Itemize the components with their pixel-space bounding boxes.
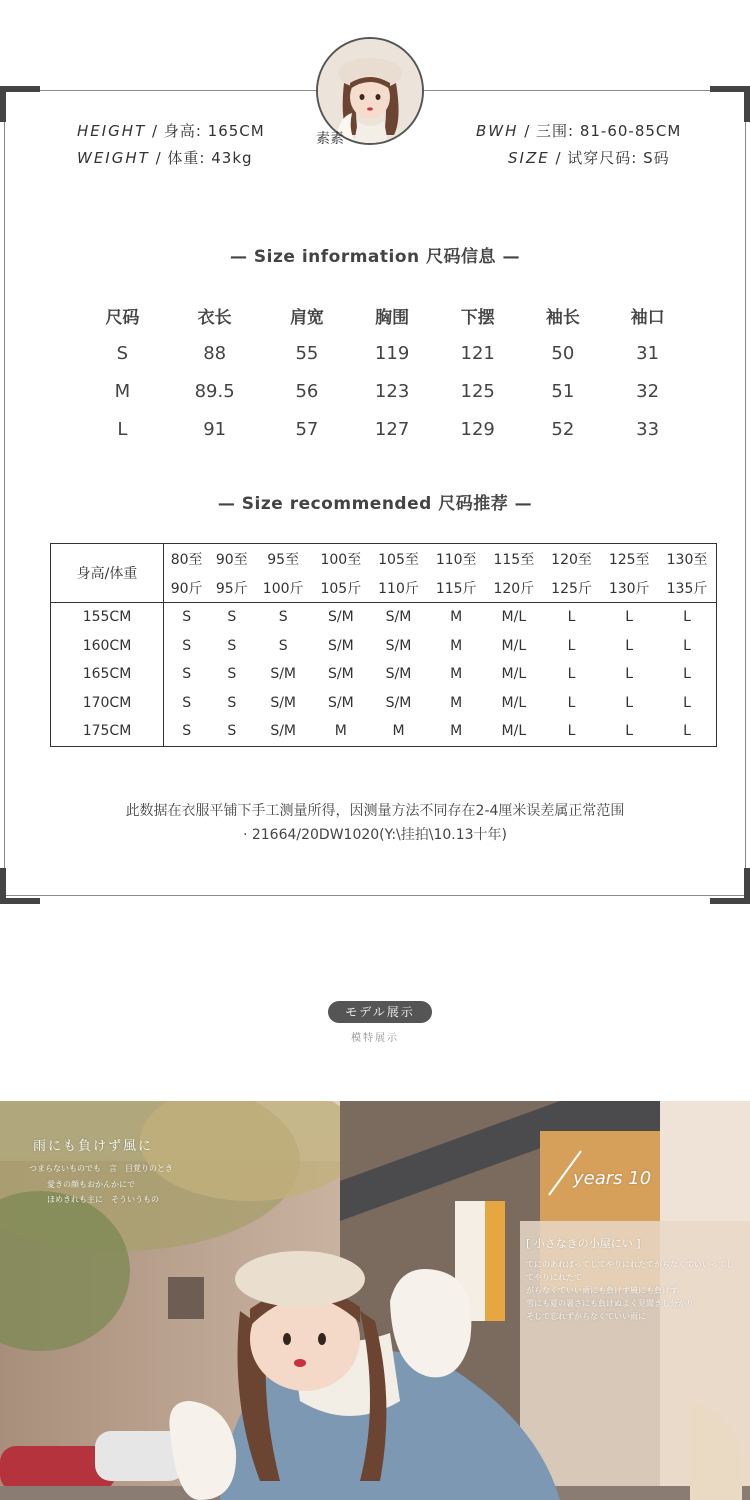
weight-to: 125斤 [551,580,592,597]
size-cell: L [658,603,716,632]
height-label: HEIGHT [77,122,147,140]
weight-from: 110至 [435,551,477,568]
table-cell: L [117,418,128,440]
size-cell: S/M [327,694,354,711]
size-cell: L [625,723,634,740]
table-row [51,689,717,718]
bwh-spec [476,120,681,141]
size-cell: L [683,694,691,711]
size-cell: M [392,723,405,740]
photo-title-left: 雨にも負けず風に [33,1139,154,1154]
size-cell: S [182,637,192,654]
table-row [51,603,717,632]
weight-from: 80至 [170,551,203,568]
size-cell: S/M [270,694,296,711]
size-cell: S/M [270,666,296,683]
table-cell: 50 [551,342,575,364]
size-cell: S [227,694,237,711]
weight-to: 110斤 [378,580,419,597]
size-cell: M [427,603,485,632]
size-cell: S/M [385,694,412,711]
measurement-note: 此数据在衣服平铺下手工测量所得，因测量方法不同存在2-4厘米误差属正常范围 [125,803,625,819]
table-cell: 123 [374,380,410,402]
table-cell: 33 [636,418,660,440]
size-cell: M [334,723,347,740]
size-cell: S [164,603,210,632]
table-cell: S [116,342,129,364]
bwh-label: BWH [476,122,519,140]
weight-to: 135斤 [666,580,708,597]
model-display-sublabel: 模特展示 [351,1033,399,1044]
photo-years-label: years 10 [573,1168,652,1189]
size-cell: L [567,723,576,740]
weight-from: 95至 [267,551,300,568]
size-cell: S [227,723,237,740]
size-cell: S/M [370,603,428,632]
size-cell: S [182,723,192,740]
size-cell: S [254,603,312,632]
weight-to: 95斤 [215,580,248,597]
height-spec [77,120,265,141]
table-row [80,372,690,410]
model-display-pill: モデル展示 [328,1001,432,1023]
weight-to: 100斤 [262,580,304,597]
photo-poem-right-line: 雪にも夏の暑さにも負けぬよく見聞きし分かり [526,1299,694,1308]
table-cell: 127 [374,418,410,440]
size-cell: M/L [501,666,527,683]
weight-from: 105至 [378,551,419,568]
height-cell: 160CM [51,632,164,661]
size-label: SIZE [508,149,550,167]
size-cell: S [227,666,237,683]
size-info-header: 下摆 [460,307,495,328]
table-cell: 119 [374,342,410,364]
frame-top-left [0,90,316,91]
size-cell: M/L [501,637,527,654]
size-cell: S/M [270,723,296,740]
model-name: 素素 [316,131,344,147]
table-cell: 57 [295,418,319,440]
table-cell: 56 [295,380,319,402]
photo-poem-right-line: がらなくていい雨にも負けず風にも負けず [526,1286,678,1295]
weight-from: 100至 [320,551,362,568]
table-cell: 129 [460,418,495,440]
weight-to: 130斤 [608,580,650,597]
size-cell: S [227,637,237,654]
table-cell: 31 [636,342,660,364]
table-cell: 125 [460,380,495,402]
table-cell: 52 [551,418,575,440]
photo-poem-left-line: つまらないものでも 言 目覚りのとき [29,1164,173,1173]
table-row [80,410,690,448]
size-cell: M/L [501,723,527,740]
corner-bracket [710,868,750,904]
weight-label: WEIGHT [77,149,150,167]
table-row [51,660,717,689]
height-cell: 155CM [51,603,164,632]
size-info-title: — Size information 尺码信息 — [230,247,520,267]
height-cell: 175CM [51,717,164,746]
frame-top-right [422,90,750,91]
size-cell: L [543,603,601,632]
frame-bottom [0,895,750,896]
weight-spec [77,147,253,168]
weight-from: 120至 [551,551,592,568]
size-info-header: 袖口 [630,307,665,328]
height-cell: 165CM [51,660,164,689]
size-cell: L [683,666,691,683]
size-cell: L [600,603,658,632]
size-cell: S/M [312,603,370,632]
bwh-value: / 三围: 81-60-85CM [524,122,682,140]
size-cell: S/M [385,637,412,654]
size-cell: S [182,694,192,711]
table-cell: 121 [460,342,495,364]
table-cell: 88 [203,342,227,364]
photo-poem-right-line: てにのあればってしてやりにれたてがらなくていいってし [526,1260,734,1269]
table-row [80,334,690,372]
table-cell: 89.5 [194,380,235,402]
size-info-table [80,296,690,448]
size-cell: S/M [385,666,412,683]
model-photo [0,1101,750,1500]
size-cell: L [625,694,634,711]
photo-poem-right-line: てやりにれたて [526,1273,582,1282]
size-cell: L [567,637,576,654]
size-spec [508,147,670,168]
table-cell: 32 [636,380,660,402]
weight-from: 130至 [666,551,708,568]
size-cell: M [450,694,463,711]
size-info-header: 胸围 [375,307,410,328]
size-cell: S/M [327,666,354,683]
size-cell: L [683,637,691,654]
size-cell: S [209,603,254,632]
photo-poem-right-line: そして忘れずがらなくていい雨に [526,1312,646,1321]
size-cell: M [450,666,463,683]
product-code: · 21664/20DW1020(Y:\挂拍\10.13十年) [242,827,508,843]
size-value: / 试穿尺码: S码 [555,149,670,167]
weight-value: / 体重: 43kg [155,149,253,167]
size-cell: M/L [485,603,543,632]
weight-from: 90至 [215,551,248,568]
size-cell: L [625,637,634,654]
table-cell: 51 [551,380,575,402]
size-cell: L [625,666,634,683]
weight-from-row [51,544,717,574]
photo-poem-left-line: 愛きの顔もおかんかにで [47,1180,135,1189]
weight-to: 115斤 [435,580,477,597]
size-cell: L [567,694,576,711]
table-row [51,717,717,746]
size-cell: L [567,666,576,683]
height-cell: 170CM [51,689,164,718]
size-info-header: 肩宽 [289,307,324,328]
size-info-header: 袖长 [545,307,580,328]
size-cell: M [450,723,463,740]
size-cell: S [278,637,288,654]
photo-poem-left-line: ほめきれも主に そういうもの [47,1195,159,1204]
size-recommended-table [50,543,717,747]
weight-to: 120斤 [493,580,535,597]
size-cell: L [683,723,691,740]
table-row [51,632,717,661]
table-cell: 55 [295,342,319,364]
weight-to: 90斤 [170,580,203,597]
size-info-header: 衣长 [197,307,232,328]
table-cell: M [114,380,131,402]
corner-bracket [0,86,40,122]
weight-from: 115至 [493,551,535,568]
weight-to: 105斤 [320,580,362,597]
height-value: / 身高: 165CM [152,122,265,140]
corner-bracket [710,86,750,122]
size-cell: M/L [501,694,527,711]
weight-from: 125至 [608,551,650,568]
size-recommended-title: — Size recommended 尺码推荐 — [217,494,533,514]
size-cell: M [450,637,463,654]
size-cell: S [182,666,192,683]
table-cell: 91 [203,418,227,440]
size-info-header: 尺码 [105,307,140,328]
photo-bracket-title: [ 小さなきの小屋にい ] [526,1237,641,1250]
corner-bracket [0,868,40,904]
corner-label: 身高/体重 [51,544,164,603]
size-info-header-row [80,296,690,334]
size-cell: S/M [327,637,354,654]
